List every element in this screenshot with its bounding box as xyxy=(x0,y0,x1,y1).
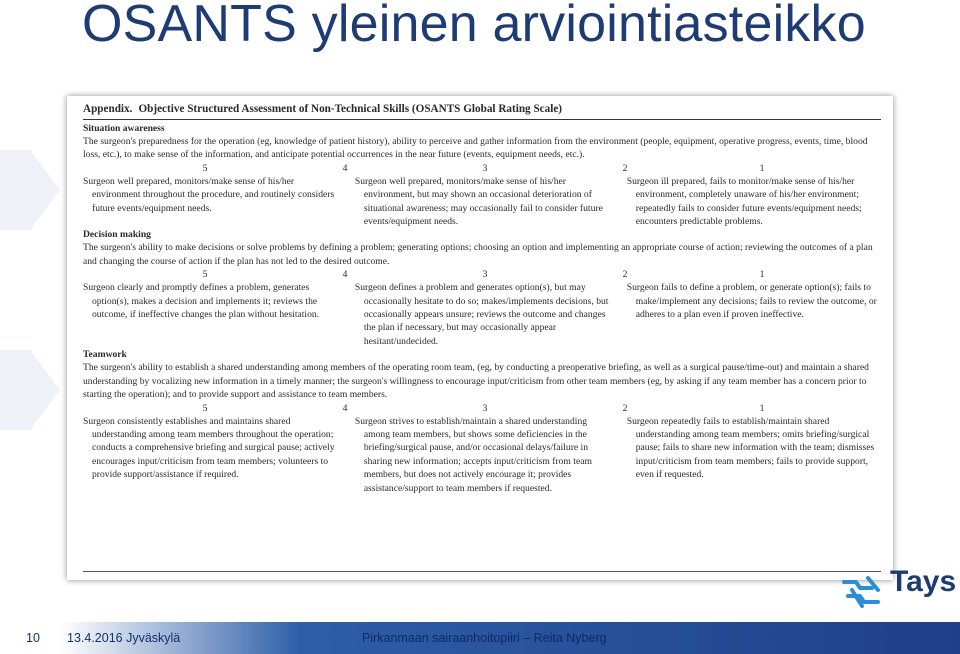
document-heading xyxy=(83,102,881,118)
scale-labels xyxy=(83,403,881,415)
section-situation-awareness xyxy=(83,123,881,228)
scale-label-1: 1 xyxy=(759,269,765,281)
score-descriptions xyxy=(83,175,881,229)
scale-labels xyxy=(83,163,881,175)
score-5-description: Surgeon well prepared, monitors/make sense of his/her environment throughout the procedure, and routinely considers future events/equipment needs. xyxy=(83,175,335,214)
section-description: The surgeon's ability to make decisions or solve problems by defining a problem; generating options; choosing an option and implementing an appropriate course of action; reviewing the outcomes of a plan and changing the course of action if the plan has not led to the desired outcome. xyxy=(83,242,873,267)
document-heading-prefix: Appendix. xyxy=(83,103,133,115)
heading-divider xyxy=(83,119,881,120)
score-5-description: Surgeon consistently establishes and maintains shared understanding among team members throughout the operation; conducts a comprehensive briefing and surgical pause; actively encourages input/criticism from team members; volunteers to provide support/assistance if required. xyxy=(83,415,335,481)
score-3-description: Surgeon defines a problem and generates option(s), but may occasionally hesitate to do so; makes/implements decisions, but occasionally appears unsure; reviews the outcome and changes the plan if necessary, but may occasionally appear hesitant/undecided. xyxy=(354,282,609,347)
score-descriptions xyxy=(83,415,881,495)
scale-label-3: 3 xyxy=(482,269,488,281)
scale-label-2: 2 xyxy=(622,162,628,174)
scale-label-5: 5 xyxy=(202,269,208,281)
scale-label-3: 3 xyxy=(482,402,488,414)
slide-title: OSANTS yleinen arviointiasteikko xyxy=(82,0,866,53)
score-descriptions xyxy=(83,281,881,348)
scale-label-2: 2 xyxy=(622,402,628,414)
scale-label-4: 4 xyxy=(342,269,348,281)
document-heading-text: Objective Structured Assessment of Non-Technical Skills (OSANTS Global Rating Scale) xyxy=(138,103,563,115)
score-3-description: Surgeon well prepared, monitors/make sense of his/her environment, but may shown an occasional deterioration of situational awareness; may occasionally fail to consider future events/equipment needs. xyxy=(354,175,603,228)
document-bottom-divider xyxy=(83,571,881,572)
tays-logo-text: Tays xyxy=(890,565,957,598)
scale-label-3: 3 xyxy=(482,162,488,174)
section-title: Situation awareness xyxy=(83,123,165,134)
score-1-description: Surgeon fails to define a problem, or generate option(s); fails to make/implement any decisions; fails to review the outcome, or adheres to a plan even if proven ineffective. xyxy=(626,282,877,321)
section-description: The surgeon's preparedness for the operation (eg, knowledge of patient history), ability to perceive and gather information from the environment (people, equipment, operative progress, events, time, blood loss, etc.), to make sense of the information, and anticipate potential occurrences in the near future (events, equipment needs, etc.). xyxy=(83,136,868,161)
scale-label-4: 4 xyxy=(342,162,348,174)
page-number: 10 xyxy=(26,631,40,645)
scale-label-1: 1 xyxy=(759,402,765,414)
footer-organization: Pirkanmaan sairaanhoitopiiri – Reita Nyberg xyxy=(362,631,607,645)
section-description: The surgeon's ability to establish a shared understanding among members of the operating room team, (eg, by conducting a preoperative briefing, as well as a surgical pause/time-out) and maintain a shared understanding by vocalizing new information in a timely manner; the surgeon's willingness to encourage input/criticism from other team members (eg, by asking if any team member has a concern prior to starting the operation); and to provide support and assistance to team members. xyxy=(83,362,869,401)
score-5-description: Surgeon clearly and promptly defines a problem, generates option(s), makes a decision and implements it; reviews the outcome, if ineffective changes the plan without hesitation. xyxy=(83,282,320,321)
scale-labels xyxy=(83,269,881,281)
scale-label-5: 5 xyxy=(202,162,208,174)
score-1-description: Surgeon ill prepared, fails to monitor/make sense of his/her environment, completely unaware of his/her environment; repeatedly fails to consider future events/equipment needs; encounters predictable problems. xyxy=(626,175,862,228)
footer-date-place: 13.4.2016 Jyväskylä xyxy=(67,631,181,645)
scale-label-5: 5 xyxy=(202,402,208,414)
section-teamwork xyxy=(83,349,881,495)
section-decision-making xyxy=(83,229,881,348)
score-3-description: Surgeon strives to establish/maintain a shared understanding among team members, but shows some deficiencies in the briefing/surgical pause, and/or occasional delays/failure in sharing new information; accepts input/criticism from team members, but does not actively encourage it; provides assistance/support to team members if requested. xyxy=(354,415,592,494)
scale-label-1: 1 xyxy=(759,162,765,174)
scale-label-2: 2 xyxy=(622,269,628,281)
section-title: Teamwork xyxy=(83,349,127,361)
scale-label-4: 4 xyxy=(342,402,348,414)
osants-scale-document xyxy=(67,96,893,580)
section-title: Decision making xyxy=(83,229,151,241)
score-1-description: Surgeon repeatedly fails to establish/maintain shared understanding among team members; omits briefing/surgical pause; fails to share new information with the team; dismisses input/criticism from team members; fails to provide support, even if requested. xyxy=(626,415,875,481)
